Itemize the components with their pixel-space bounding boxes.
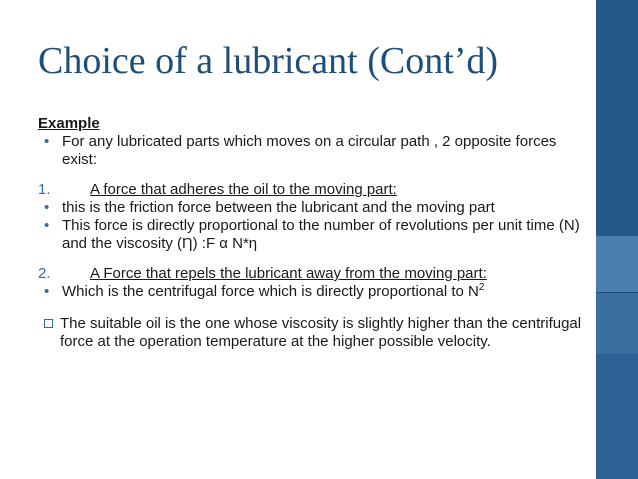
item2-number: 2. (38, 265, 51, 282)
checkbox-bullet-icon (44, 319, 53, 328)
side-bar-divider (596, 292, 638, 293)
item2-bullet-text: Which is the centrifugal force which is directly proportional to N (62, 283, 479, 300)
item1-number: 1. (38, 181, 51, 198)
spacer (38, 253, 594, 265)
side-bar-middle-segment (596, 236, 638, 292)
item2-heading-text: A Force that repels the lubricant away from the moving part: (90, 265, 487, 282)
slide-body (38, 115, 594, 351)
conclusion-item (38, 315, 594, 351)
spacer (38, 169, 594, 181)
spacer (38, 301, 594, 315)
example-label: Example (38, 115, 100, 132)
slide-title: Choice of a lubricant (Cont’d) (38, 40, 499, 82)
item1-heading (38, 181, 594, 199)
side-bar-lower-segment (596, 292, 638, 354)
side-decoration-bar (596, 0, 638, 479)
item2-bullet (38, 283, 594, 301)
item2-heading (38, 265, 594, 283)
side-bar-top-segment (596, 0, 638, 236)
conclusion-text: The suitable oil is the one whose viscosity is slightly higher than the centrifugal force at the operation temperature at the higher possible velocity. (60, 315, 582, 350)
item1-bullet-1: • this is the friction force between the lubricant and the moving part (38, 199, 594, 217)
item1-bullet-2: • This force is directly proportional to the number of revolutions per unit time (N) and the viscosity (Ƞ) :F α N*η (38, 217, 594, 253)
item2-bullet-superscript: 2 (478, 282, 485, 293)
side-bar-bottom-segment (596, 354, 638, 479)
item1-heading-text: A force that adheres the oil to the moving part: (90, 181, 397, 198)
intro-bullet: • For any lubricated parts which moves on a circular path , 2 opposite forces exist: (38, 133, 594, 169)
